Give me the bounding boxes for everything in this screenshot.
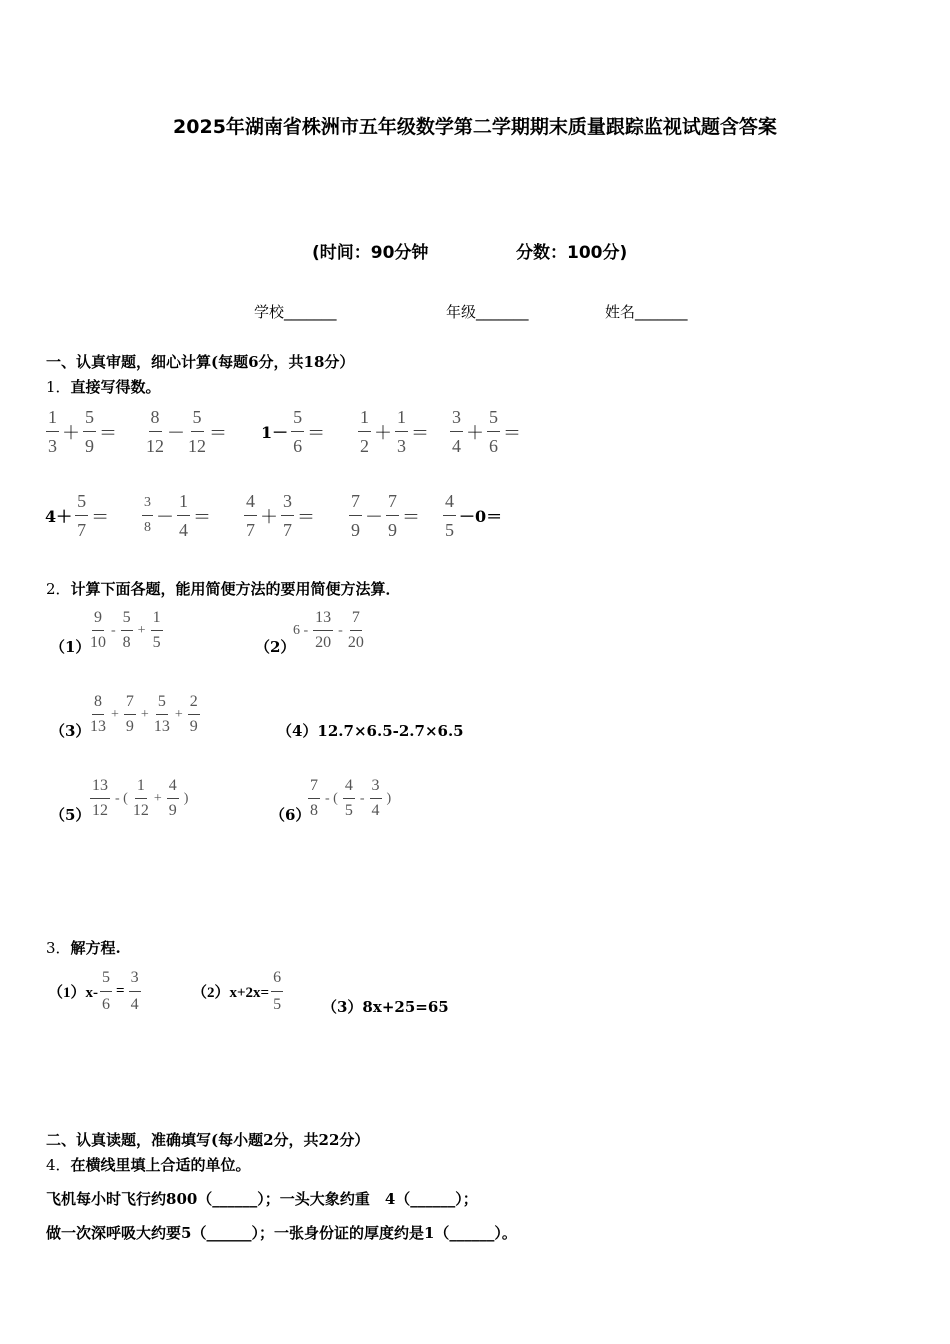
fraction: $\frac{4}{9}$	[168, 777, 177, 819]
equation-2: （2）x+2x= $\frac{6}{5}$	[192, 969, 282, 1013]
school-field[interactable]: 学校_______	[254, 303, 337, 321]
fraction: $\frac{5}{6}$	[489, 407, 498, 456]
calc-expression-2: 6 - $\frac{13}{20}$ - $\frac{7}{20}$	[293, 609, 364, 651]
fraction: $\frac{13}{20}$	[315, 609, 332, 651]
question-1	[46, 376, 161, 397]
arith-item: 4＋ $\frac{5}{7}$ ＝	[45, 491, 110, 540]
fraction: $\frac{8}{12}$	[146, 407, 164, 456]
fraction: $\frac{3}{4}$	[130, 969, 139, 1013]
fraction: $\frac{7}{9}$	[125, 693, 134, 735]
fraction: $\frac{1}{2}$	[360, 407, 369, 456]
fraction: $\frac{3}{8}$	[144, 495, 151, 535]
section-2-heading: 二、认真读题，准确填写(每小题2分，共22分）	[46, 1131, 370, 1149]
fraction: $\frac{6}{5}$	[273, 969, 282, 1013]
fraction: $\frac{4}{5}$	[344, 777, 353, 819]
fraction: $\frac{1}{5}$	[152, 609, 161, 651]
fraction: $\frac{7}{9}$	[351, 491, 360, 540]
fraction: $\frac{5}{6}$	[102, 969, 110, 1013]
grade-field[interactable]: 年级_______	[446, 303, 529, 321]
item-label-2: （2）	[255, 638, 296, 656]
fraction: $\frac{4}{7}$	[246, 491, 255, 540]
item-label-5: （5）	[50, 806, 91, 824]
fill-blank-line-2: 做一次深呼吸大约要5（______）；一张身份证的厚度约是1（______）。	[46, 1224, 517, 1242]
fraction: $\frac{13}{12}$	[92, 777, 108, 819]
fraction: $\frac{2}{9}$	[189, 693, 198, 735]
fraction: $\frac{5}{8}$	[122, 609, 131, 651]
question-number: 1．	[46, 378, 71, 396]
fill-blank-line-1: 飞机每小时飞行约800（______）；一头大象约重 4（______）；	[46, 1190, 478, 1208]
calc-expression-1: $\frac{9}{10}$ - $\frac{5}{8}$ + $\frac{1}{5}$	[90, 609, 161, 651]
fraction: $\frac{3}{7}$	[283, 491, 292, 540]
item-label-1: （1）	[50, 638, 91, 656]
fraction: $\frac{8}{13}$	[90, 693, 106, 735]
fraction: $\frac{1}{3}$	[397, 407, 406, 456]
fraction: $\frac{1}{4}$	[179, 491, 188, 540]
calc-expression-3: $\frac{8}{13}$ + $\frac{7}{9}$ + $\frac{5}{13}$ + $\frac{2}{9}$	[90, 693, 198, 735]
item-label-3: （3）	[50, 722, 91, 740]
question-4	[46, 1154, 251, 1175]
arith-item: $\frac{3}{4}$ ＋ $\frac{5}{6}$ ＝	[452, 407, 521, 456]
exam-time: (时间：90分钟	[312, 243, 429, 263]
arith-item: $\frac{8}{12}$ － $\frac{5}{12}$ ＝	[146, 407, 227, 456]
arith-item: $\frac{7}{9}$ － $\frac{7}{9}$ ＝	[351, 491, 420, 540]
fraction: $\frac{3}{4}$	[452, 407, 461, 456]
question-2	[46, 578, 401, 599]
arith-item: 1－ $\frac{5}{6}$ ＝	[261, 407, 326, 456]
question-number: 2．	[46, 580, 71, 598]
question-text: 解方程.	[70, 939, 121, 957]
arith-item: $\frac{4}{5}$ －0＝	[445, 491, 503, 540]
fraction: $\frac{3}{4}$	[371, 777, 380, 819]
equation-1: （1）x- $\frac{5}{6}$ = $\frac{3}{4}$	[48, 969, 139, 1013]
fraction: $\frac{7}{8}$	[310, 777, 318, 819]
fraction: $\frac{9}{10}$	[90, 609, 106, 651]
fraction: $\frac{5}{9}$	[85, 407, 94, 456]
question-number: 3．	[46, 939, 71, 957]
question-number: 4．	[46, 1156, 71, 1174]
exam-score: 分数：100分)	[516, 243, 628, 263]
arith-item: $\frac{3}{8}$ － $\frac{1}{4}$ ＝	[144, 491, 211, 540]
section-1-heading: 一、认真审题，细心计算(每题6分，共18分）	[46, 353, 355, 371]
calc-expression-6: $\frac{7}{8}$ - ( $\frac{4}{5}$ - $\frac{3}{4}$ )	[310, 777, 392, 819]
arith-item: $\frac{1}{2}$ ＋ $\frac{1}{3}$ ＝	[360, 407, 429, 456]
question-text: 计算下面各题，能用简便方法的要用简便方法算．	[70, 580, 401, 598]
fraction: $\frac{7}{9}$	[388, 491, 397, 540]
item-label-4: （4）12.7×6.5-2.7×6.5	[277, 722, 464, 740]
fraction: $\frac{5}{7}$	[77, 491, 87, 540]
fraction: $\frac{1}{3}$	[48, 407, 57, 456]
fraction: $\frac{1}{12}$	[132, 777, 149, 819]
fraction: $\frac{5}{12}$	[188, 407, 206, 456]
name-field[interactable]: 姓名_______	[605, 303, 688, 321]
fraction: $\frac{5}{6}$	[293, 407, 303, 456]
calc-expression-5: $\frac{13}{12}$ - ( $\frac{1}{12}$ + $\frac{4}{9}$ )	[92, 777, 189, 819]
question-3	[46, 937, 121, 958]
fraction: $\frac{4}{5}$	[445, 491, 454, 540]
fraction: $\frac{7}{20}$	[347, 609, 364, 651]
question-text: 在横线里填上合适的单位。	[70, 1156, 251, 1174]
fraction: $\frac{5}{13}$	[153, 693, 170, 735]
page-title: 2025年湖南省株洲市五年级数学第二学期期末质量跟踪监视试题含答案	[173, 116, 777, 138]
item-label-6: （6）	[270, 806, 311, 824]
question-text: 直接写得数。	[70, 378, 161, 396]
arith-item: $\frac{4}{7}$ ＋ $\frac{3}{7}$ ＝	[246, 491, 315, 540]
arith-item: $\frac{1}{3}$ ＋ $\frac{5}{9}$ ＝	[48, 407, 117, 456]
equation-3: （3）8x+25=65	[322, 998, 449, 1016]
